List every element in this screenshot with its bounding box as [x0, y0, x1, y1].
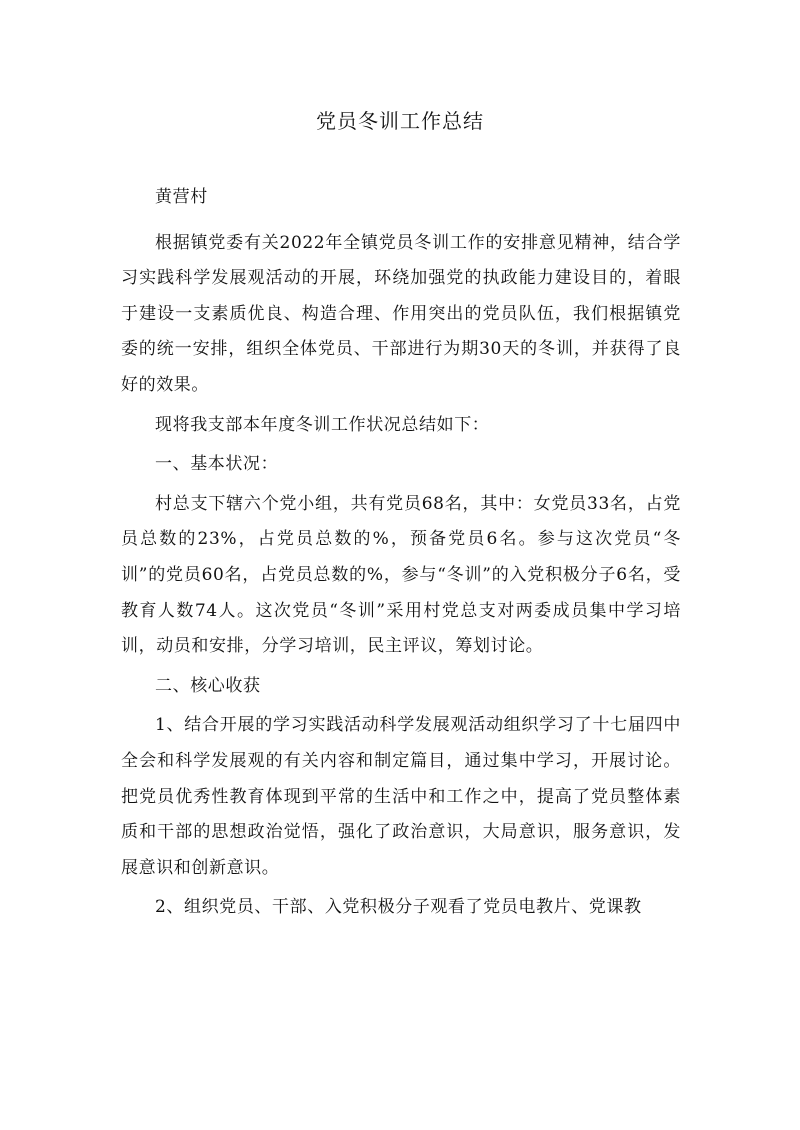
- paragraph-basic-status: 村总支下辖六个党小组，共有党员68名，其中：女党员33名，占党员总数的23%，占党员总数的%，预备党员6名。参与这次党员“冬训”的党员60名，占党员总数的%，参与“冬训”的入党积极分子6名，受教育人数74人。这次党员“冬训”采用村党总支对两委成员集中学习培训，动员和安排，分学习培训，民主评议，筹划讨论。: [121, 493, 681, 657]
- document-title: 党员冬训工作总结: [316, 109, 484, 133]
- paragraph-harvest-1: 1、结合开展的学习实践活动科学发展观活动组织学习了十七届四中全会和科学发展观的有关内容和制定篇目，通过集中学习，开展讨论。把党员优秀性教育体现到平常的生活中和工作之中，提高了党员整体素质和干部的思想政治觉悟，强化了政治意识，大局意识，服务意识，发展意识和创新意识。: [121, 715, 681, 878]
- section-heading-basic: 一、基本状况：: [155, 454, 279, 475]
- author-line: 黄营村: [155, 187, 208, 207]
- paragraph-harvest-2: 2、组织党员、干部、入党积极分子观看了党员电教片、党课教: [155, 897, 642, 918]
- paragraph-intro: 根据镇党委有关2022年全镇党员冬训工作的安排意见精神，结合学习实践科学发展观活动的开展，环绕加强党的执政能力建设目的，着眼于建设一支素质优良、构造合理、作用突出的党员队伍，我们根据镇党委的统一安排，组织全体党员、干部进行为期30天的冬训，并获得了良好的效果。: [121, 232, 681, 395]
- section-heading-harvest: 二、核心收获: [155, 675, 261, 696]
- document-body: [121, 180, 681, 926]
- paragraph-summary-lead: 现将我支部本年度冬训工作状况总结如下：: [155, 414, 490, 435]
